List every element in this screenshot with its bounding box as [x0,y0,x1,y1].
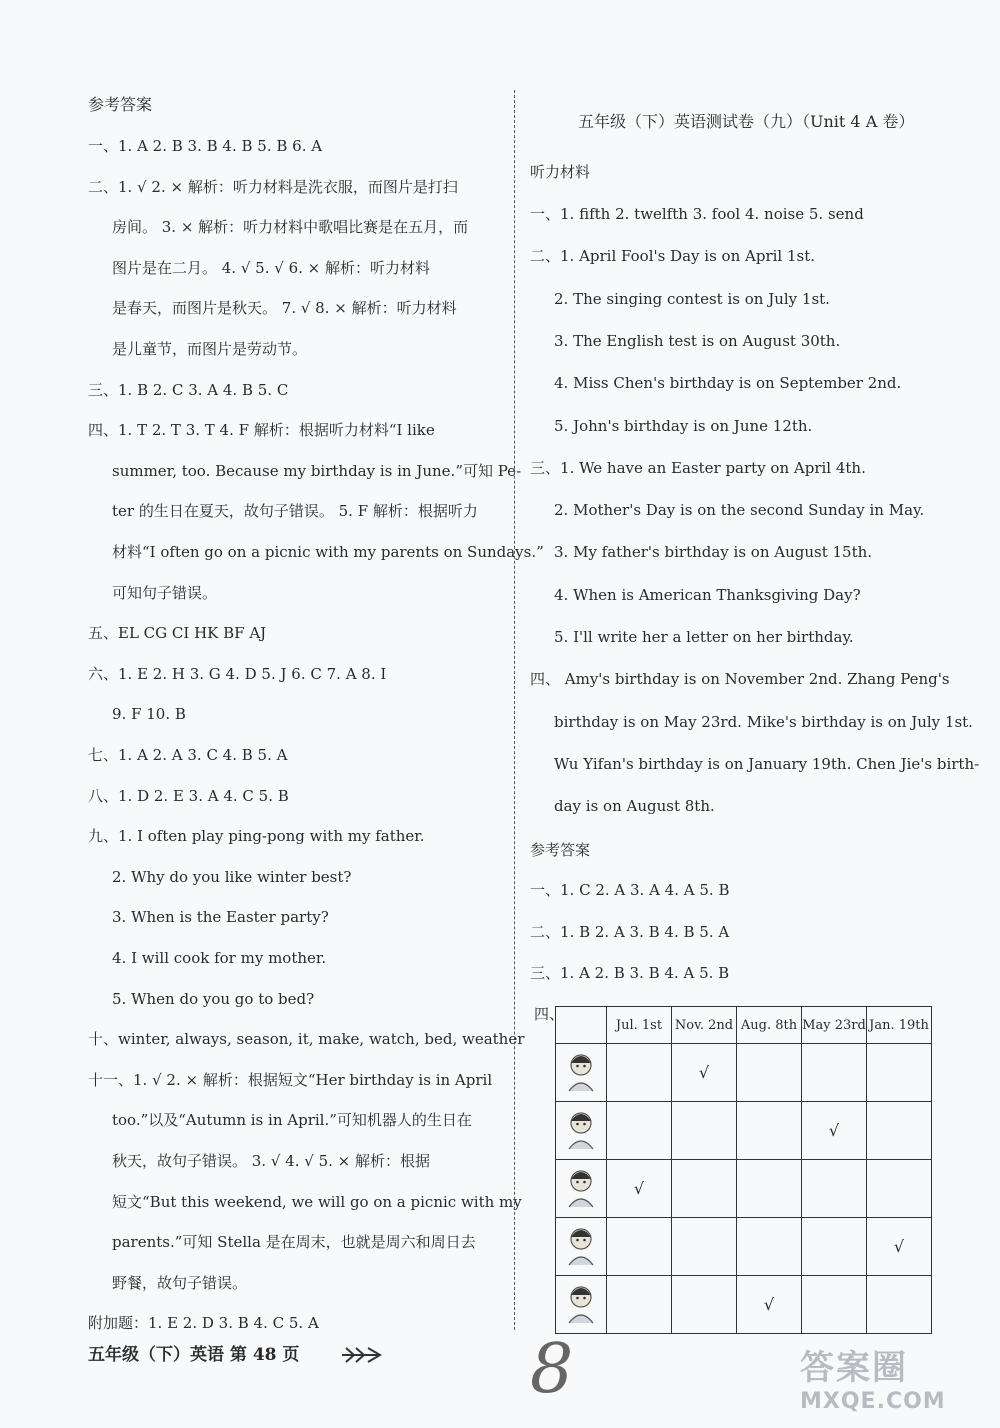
right-title: 五年级（下）英语测试卷（九）（Unit 4 A 卷） [578,112,915,131]
table-header-cell: May 23rd [802,1007,867,1044]
child-avatar-cell [556,1102,607,1160]
table-cell [867,1102,932,1160]
text-line: 九、1. I often play ping-pong with my father. [88,827,425,846]
table-cell [607,1044,672,1102]
text-line: 二、1. B 2. A 3. B 4. B 5. A [530,923,730,941]
text-line: 9. F 10. B [112,705,186,724]
table-row [556,1276,932,1334]
listening-heading: 听力材料 [530,163,591,181]
table-cell [802,1044,867,1102]
watermark-top: 答案圈 [800,1348,908,1388]
column-divider [514,90,515,1330]
table-cell [672,1160,737,1218]
child-avatar-cell [556,1218,607,1276]
text-line: 秋天，故句子错误。 3. √ 4. √ 5. × 解析：根据 [112,1152,430,1170]
table-row [556,1044,932,1102]
table-cell [737,1102,802,1160]
text-line: 4. When is American Thanksgiving Day? [554,585,861,604]
child-avatar-icon [564,1165,598,1209]
text-line: 一、1. fifth 2. twelfth 3. fool 4. noise 5. send [530,205,864,223]
table-cell [737,1218,802,1276]
child-avatar-icon [564,1223,598,1267]
text-line: ter 的生日在夏天，故句子错误。 5. F 解析：根据听力 [112,502,478,521]
text-line: 5. John's birthday is on June 12th. [554,416,813,435]
answers-heading: 参考答案 [530,841,591,859]
text-line: 四、1. T 2. T 3. T 4. F 解析：根据听力材料“I like [88,421,435,440]
text-line: 二、1. April Fool's Day is on April 1st. [530,247,816,266]
table-header-row [556,1007,932,1044]
text-line: 房间。 3. × 解析：听力材料中歌唱比赛是在五月，而 [112,218,469,237]
child-avatar-icon [564,1049,598,1093]
table-cell [802,1102,867,1160]
text-line: 一、1. A 2. B 3. B 4. B 5. B 6. A [88,137,323,155]
text-line: 二、1. √ 2. × 解析：听力材料是洗衣服，而图片是打扫 [88,177,458,196]
child-avatar-cell [556,1160,607,1218]
text-line: 可知句子错误。 [112,583,218,602]
table-cell [672,1102,737,1160]
text-line: 五、EL CG CI HK BF AJ [88,624,267,643]
check-mark: √ [763,1295,775,1314]
text-line: 4. I will cook for my mother. [112,949,327,967]
text-line: 2. Why do you like winter best? [112,867,352,886]
text-line: 图片是在二月。 4. √ 5. √ 6. × 解析：听力材料 [112,258,430,277]
text-line: day is on August 8th. [554,797,715,816]
table-cell [802,1160,867,1218]
check-mark: √ [633,1179,645,1198]
text-line: 六、1. E 2. H 3. G 4. D 5. J 6. C 7. A 8. I [88,664,387,683]
table-cell [607,1218,672,1276]
text-line: 3. My father's birthday is on August 15th. [554,543,873,562]
child-avatar-icon [564,1107,598,1151]
text-line: 附加题：1. E 2. D 3. B 4. C 5. A [88,1314,319,1333]
table-label: 四、 [534,1005,565,1023]
table-cell [607,1276,672,1334]
text-line: 三、1. We have an Easter party on April 4th. [530,458,866,477]
text-line: 三、1. B 2. C 3. A 4. B 5. C [88,380,289,399]
check-mark: √ [828,1121,840,1140]
table-corner [556,1007,607,1044]
text-line: 三、1. A 2. B 3. B 4. A 5. B [530,964,730,982]
text-line: 材料“I often go on a picnic with my parents on Sundays.” [112,543,544,561]
text-line: 3. When is the Easter party? [112,908,329,927]
check-mark: √ [893,1237,905,1256]
text-line: 是春天，而图片是秋天。 7. √ 8. × 解析：听力材料 [112,299,457,318]
text-line: 八、1. D 2. E 3. A 4. C 5. B [88,786,289,805]
table-cell [607,1102,672,1160]
table-cell [867,1276,932,1334]
page-footer: 五年级（下）英语 第 48 页 [88,1345,300,1365]
table-cell [672,1218,737,1276]
text-line: 3. The English test is on August 30th. [554,331,841,350]
table-row [556,1102,932,1160]
table-cell [867,1218,932,1276]
text-line: too.”以及“Autumn is in April.”可知机器人的生日在 [112,1111,472,1130]
text-line: 5. I'll write her a letter on her birthday. [554,628,854,646]
page-number-mark: 8 [530,1330,574,1409]
text-line: 短文“But this weekend, we will go on a picnic with my [112,1192,522,1211]
watermark [800,1340,990,1420]
child-avatar-cell [556,1044,607,1102]
table-row [556,1160,932,1218]
table-cell [802,1218,867,1276]
table-cell [672,1044,737,1102]
child-avatar-icon [564,1281,598,1325]
text-line: summer, too. Because my birthday is in June.”可知 Pe- [112,461,522,480]
table-row [556,1218,932,1276]
child-avatar-cell [556,1276,607,1334]
text-line: 十一、1. √ 2. × 解析：根据短文“Her birthday is in April [88,1070,493,1089]
table-header-cell: Jan. 19th [867,1007,932,1044]
birthday-table [555,1006,932,1334]
table-cell [867,1044,932,1102]
table-header-cell: Nov. 2nd [672,1007,737,1044]
table-cell [737,1160,802,1218]
table-cell [737,1276,802,1334]
text-line: 四、 Amy's birthday is on November 2nd. Zhang Peng's [530,670,950,689]
arrow-icon [340,1346,388,1364]
text-line: 5. When do you go to bed? [112,989,315,1008]
text-line: 十、winter, always, season, it, make, watch, bed, weather [88,1030,525,1049]
table-cell [802,1276,867,1334]
text-line: parents.”可知 Stella 是在周末，也就是周六和周日去 [112,1233,476,1252]
text-line: birthday is on May 23rd. Mike's birthday is on July 1st. [554,712,973,731]
text-line: 野餐，故句子错误。 [112,1273,248,1292]
table-cell [607,1160,672,1218]
watermark-bottom: MXQE.COM [800,1389,946,1414]
text-line: 一、1. C 2. A 3. A 4. A 5. B [530,881,730,899]
text-line: 2. Mother's Day is on the second Sunday in May. [554,501,925,520]
text-line: 七、1. A 2. A 3. C 4. B 5. A [88,746,288,764]
table-cell [672,1276,737,1334]
text-line: 是儿童节，而图片是劳动节。 [112,340,308,358]
text-line: Wu Yifan's birthday is on January 19th. Chen Jie's birth- [554,754,980,773]
check-mark: √ [698,1063,710,1082]
text-line: 4. Miss Chen's birthday is on September 2nd. [554,374,902,393]
left-title: 参考答案 [88,95,153,114]
table-cell [737,1044,802,1102]
table-header-cell: Aug. 8th [737,1007,802,1044]
table-header-cell: Jul. 1st [607,1007,672,1044]
text-line: 2. The singing contest is on July 1st. [554,289,830,308]
table-cell [867,1160,932,1218]
